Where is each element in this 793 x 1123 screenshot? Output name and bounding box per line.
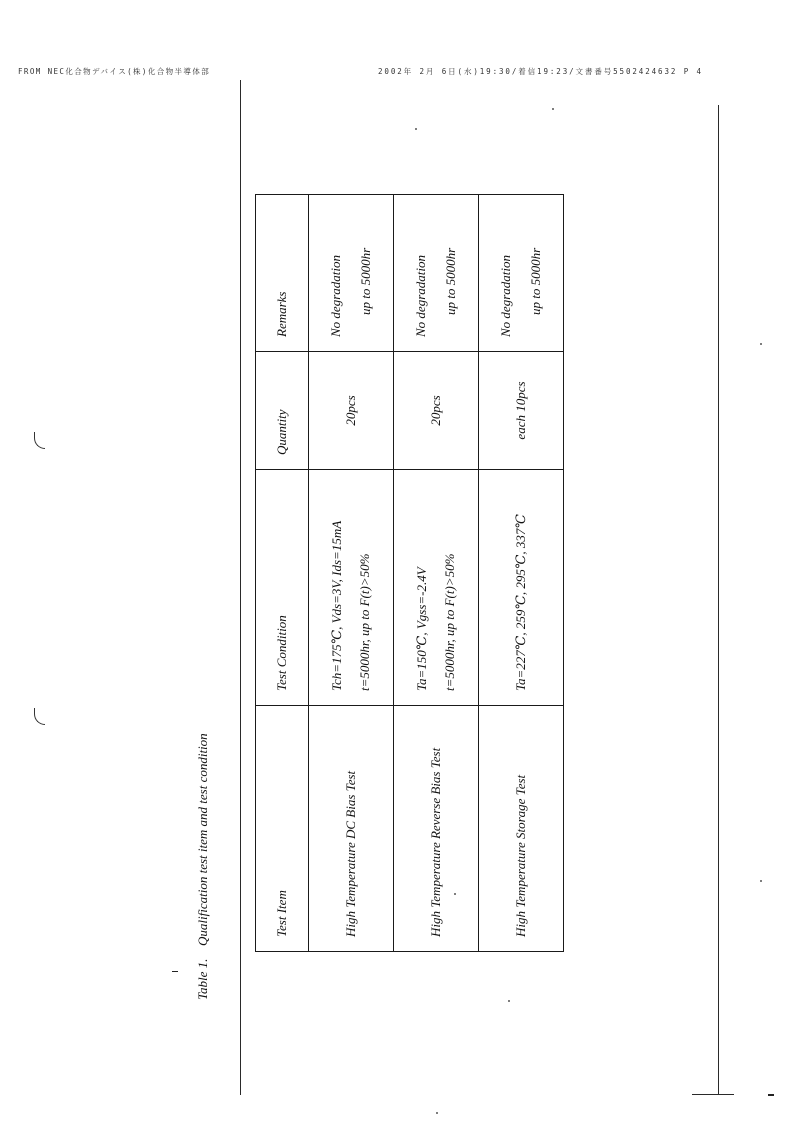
caption-label: Table 1.	[195, 958, 210, 1000]
qualification-table-container	[255, 195, 560, 952]
binder-hole-mark-lower	[34, 708, 45, 725]
remarks-cell	[309, 195, 394, 352]
remarks-cell	[394, 195, 479, 352]
remark-line: No degradation	[413, 255, 428, 337]
binder-hole-mark-upper	[34, 432, 45, 449]
caption-tick-mark	[172, 971, 178, 972]
header-test-item: Test Item	[256, 706, 309, 952]
quantity-cell: 20pcs	[394, 352, 479, 470]
bottom-right-mark	[768, 1094, 774, 1096]
header-remarks: Remarks	[256, 195, 309, 352]
scan-speck	[760, 343, 762, 345]
table-caption	[194, 680, 212, 1000]
fax-header-timestamp: 2002年 2月 6日(水)19:30/着信19:23/文書番号5502424632 P 4	[378, 67, 703, 76]
scan-speck	[436, 1112, 438, 1114]
test-item-cell: High Temperature Storage Test	[513, 774, 528, 937]
test-condition-cell	[309, 470, 394, 706]
condition-line: Tch=175℃, Vds=3V, Ids=15mA	[329, 520, 344, 691]
remark-line: up to 5000hr	[358, 247, 373, 315]
table-header-row	[256, 195, 309, 952]
scan-speck	[552, 108, 554, 110]
bottom-right-rule	[692, 1094, 734, 1095]
table-caption-container	[194, 680, 212, 1000]
table-row	[309, 195, 394, 952]
scan-speck	[415, 128, 417, 130]
fax-header-sender: FROM NEC化合物デバイス(株)化合物半導体部	[18, 67, 211, 76]
condition-line: t=5000hr, up to F(t)>50%	[442, 553, 457, 691]
scan-speck	[508, 1000, 510, 1002]
remark-line: No degradation	[498, 255, 513, 337]
scan-speck	[760, 880, 762, 882]
condition-line: Ta=227℃, 259℃, 295℃, 337℃	[513, 514, 528, 691]
condition-line: Ta=150℃, Vgss=-2.4V	[414, 567, 429, 691]
test-item-cell: High Temperature DC Bias Test	[343, 770, 358, 937]
table-row	[479, 195, 564, 952]
quantity-cell: each 10pcs	[479, 352, 564, 470]
caption-text: Qualification test item and test condition	[195, 733, 210, 946]
header-quantity: Quantity	[256, 352, 309, 470]
quantity-cell: 20pcs	[309, 352, 394, 470]
remarks-cell	[479, 195, 564, 352]
left-margin-rule	[240, 80, 241, 1095]
test-item-cell: High Temperature Reverse Bias Test	[428, 747, 443, 937]
qualification-table	[255, 194, 564, 952]
remark-line: up to 5000hr	[528, 247, 543, 315]
right-margin-rule	[718, 105, 719, 1095]
remark-line: No degradation	[328, 255, 343, 337]
condition-line: t=5000hr, up to F(t)>50%	[357, 553, 372, 691]
header-test-condition: Test Condition	[256, 470, 309, 706]
remark-line: up to 5000hr	[443, 247, 458, 315]
test-condition-cell	[479, 470, 564, 706]
table-row	[394, 195, 479, 952]
test-condition-cell	[394, 470, 479, 706]
